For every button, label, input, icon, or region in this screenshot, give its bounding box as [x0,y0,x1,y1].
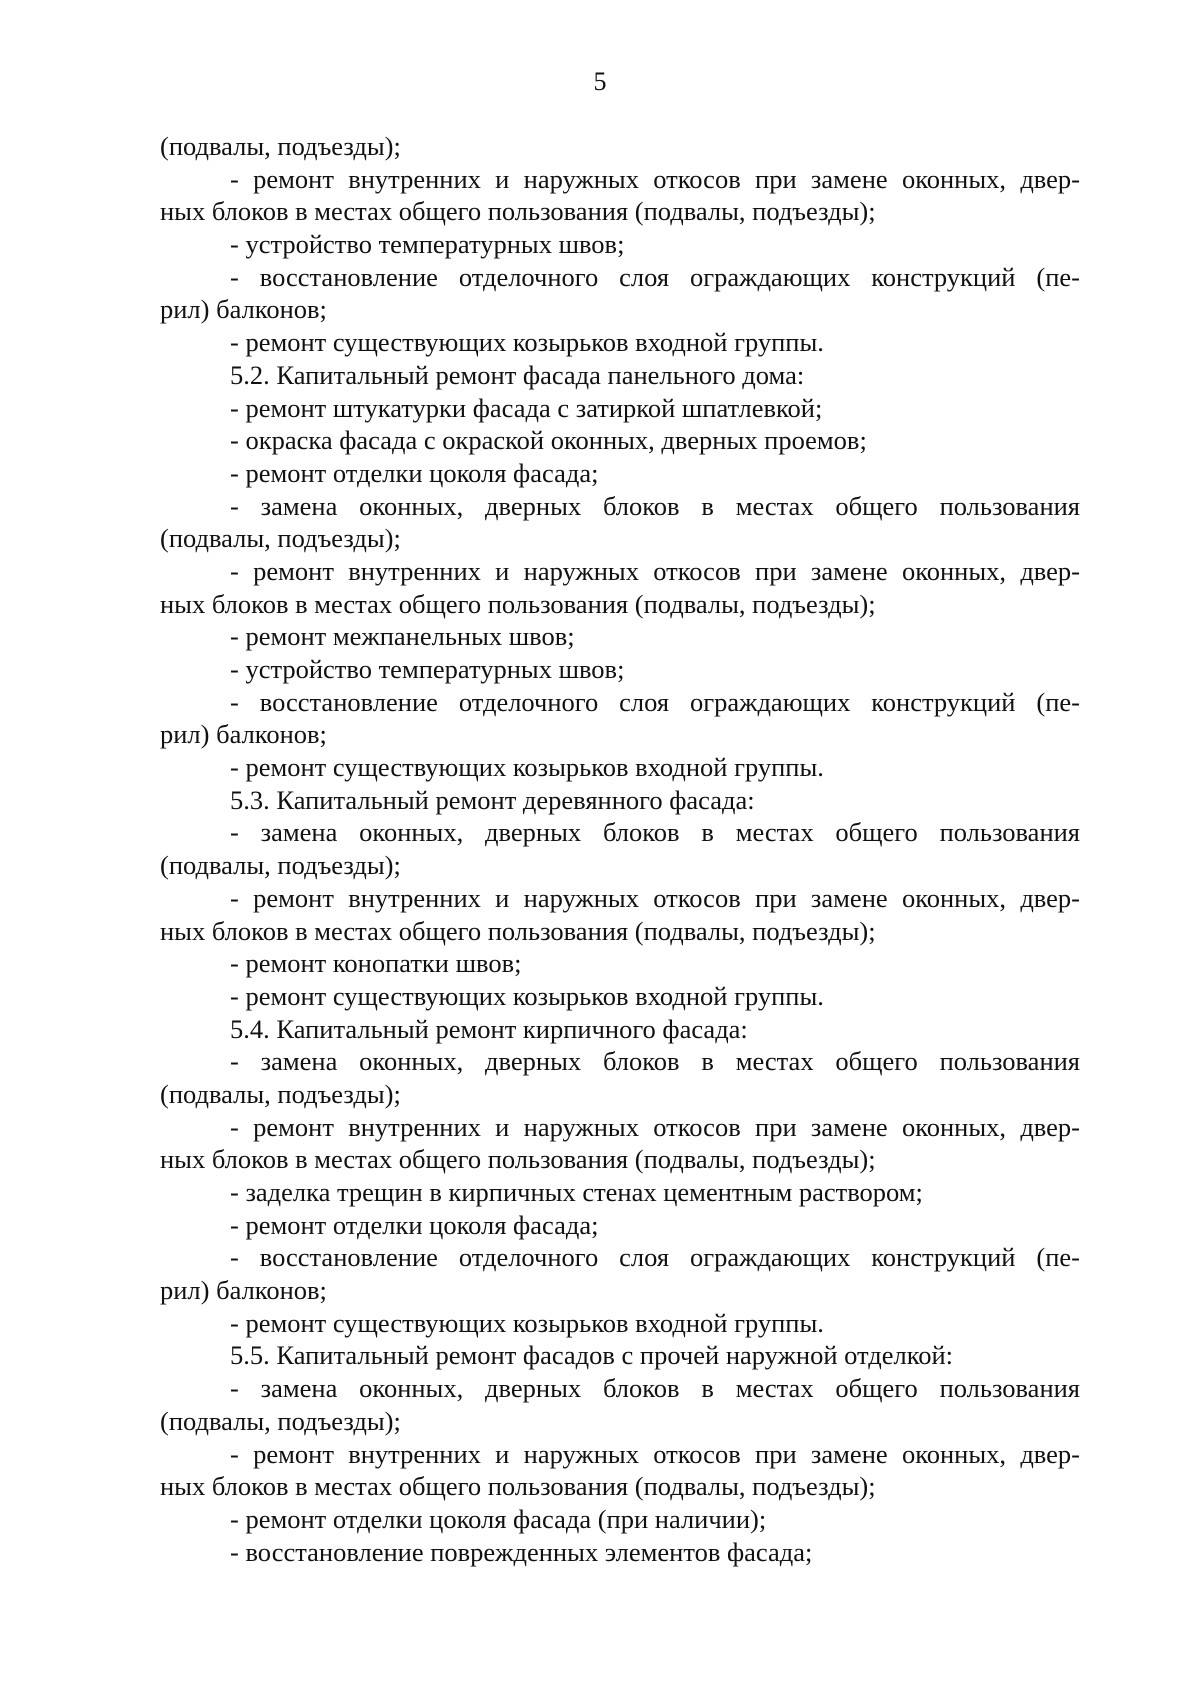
text-line: ных блоков в местах общего пользования (подвалы, подъезды); [160,588,876,619]
text-line: - ремонт конопатки швов; [230,948,522,979]
text-line: 5.3. Капитальный ремонт деревянного фасада: [230,784,755,815]
text-line: - ремонт штукатурки фасада с затиркой шпатлевкой; [230,392,823,423]
text-line: (подвалы, подъезды); [160,523,401,554]
text-line: 5.5. Капитальный ремонт фасадов с прочей наружной отделкой: [230,1340,954,1371]
text-line: - ремонт внутренних и наружных откосов при замене оконных, двер- [230,882,1080,913]
page-number: 5 [593,67,607,96]
text-line: (подвалы, подъезды); [160,1078,401,1109]
text-line: - восстановление отделочного слоя ограждающих конструкций (пе- [230,1242,1080,1273]
text-line: - ремонт существующих козырьков входной группы. [230,980,824,1011]
text-line: ных блоков в местах общего пользования (подвалы, подъезды); [160,1471,876,1502]
text-line: ных блоков в местах общего пользования (подвалы, подъезды); [160,1144,876,1175]
text-line: - окраска фасада с окраской оконных, дверных проемов; [230,425,867,456]
text-line: - заделка трещин в кирпичных стенах цементным раствором; [230,1177,923,1207]
text-line: рил) балконов; [160,719,327,750]
text-line: - ремонт существующих козырьков входной группы. [230,1307,824,1338]
text-line: - ремонт существующих козырьков входной группы. [230,752,824,783]
text-line: - замена оконных, дверных блоков в местах общего пользования [230,1046,1080,1077]
text-line: рил) балконов; [160,294,327,325]
text-line: - устройство температурных швов; [230,654,625,684]
text-line: - восстановление поврежденных элементов фасада; [230,1536,813,1567]
text-line: рил) балконов; [160,1275,327,1306]
text-line: - ремонт внутренних и наружных откосов при замене оконных, двер- [230,163,1080,194]
text-line: - ремонт внутренних и наружных откосов при замене оконных, двер- [230,555,1080,586]
document-body [160,130,1080,1568]
text-line: - устройство температурных швов; [230,229,625,260]
text-line: - ремонт межпанельных швов; [230,621,575,652]
text-line: - ремонт отделки цоколя фасада; [230,457,599,488]
text-line: - ремонт внутренних и наружных откосов при замене оконных, двер- [230,1438,1080,1469]
text-line: (подвалы, подъезды); [160,1405,401,1436]
text-line: - замена оконных, дверных блоков в местах общего пользования [230,490,1080,521]
text-line: (подвалы, подъезды); [160,850,401,881]
text-line: - ремонт отделки цоколя фасада (при наличии); [230,1503,767,1534]
text-line: ных блоков в местах общего пользования (подвалы, подъезды); [160,196,876,227]
text-line: - ремонт внутренних и наружных откосов при замене оконных, двер- [230,1111,1080,1142]
text-line: - замена оконных, дверных блоков в местах общего пользования [230,817,1080,848]
text-line: - ремонт существующих козырьков входной группы. [230,327,824,358]
text-line: - восстановление отделочного слоя ограждающих конструкций (пе- [230,686,1080,717]
text-line: (подвалы, подъезды); [160,131,401,161]
text-line: 5.2. Капитальный ремонт фасада панельного дома: [230,359,805,390]
text-line: - ремонт отделки цоколя фасада; [230,1209,599,1240]
text-line: 5.4. Капитальный ремонт кирпичного фасада: [230,1013,748,1044]
text-line: ных блоков в местах общего пользования (подвалы, подъезды); [160,915,876,946]
text-line: - восстановление отделочного слоя ограждающих конструкций (пе- [230,261,1080,292]
text-line: - замена оконных, дверных блоков в местах общего пользования [230,1373,1080,1404]
